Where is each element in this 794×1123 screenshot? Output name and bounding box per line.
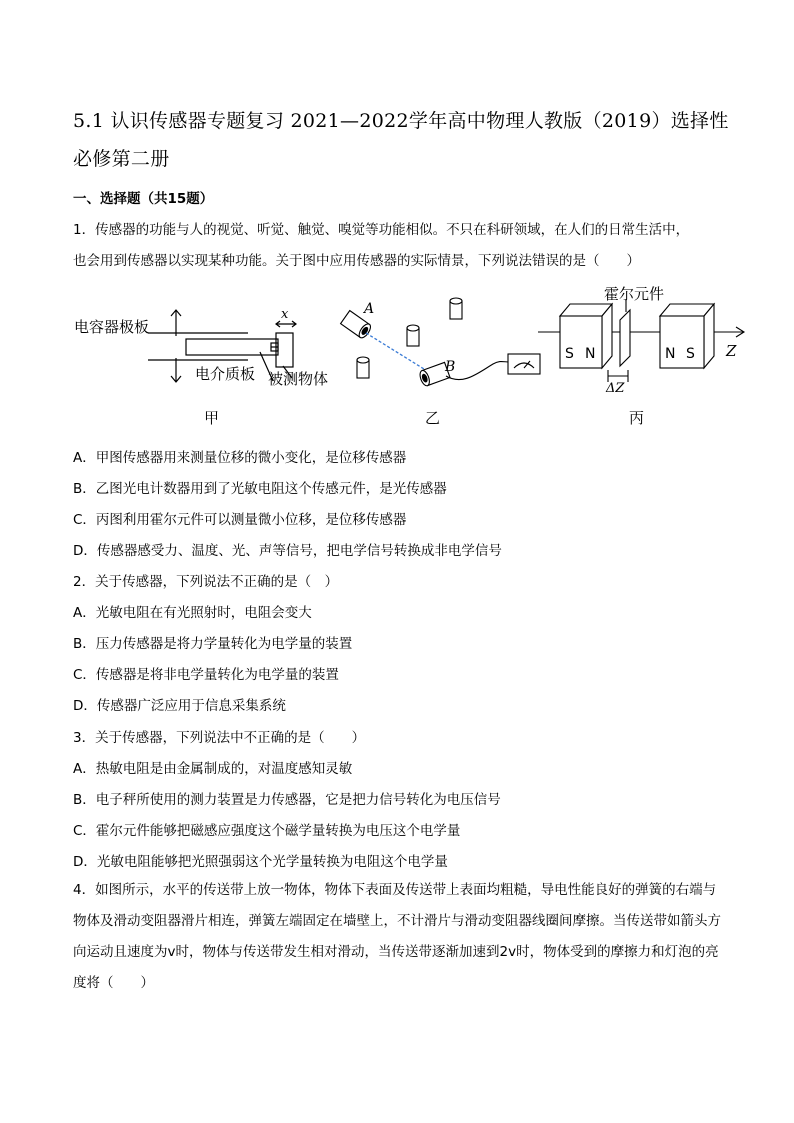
q3-option-d: D．光敏电阻能够把光照强弱这个光学量转换为电阻这个电学量 [73,854,448,870]
q2-option-a: A．光敏电阻在有光照射时，电阻会变大 [73,605,312,621]
label-s1: S [565,346,574,362]
q2-option-d: D．传感器广泛应用于信息采集系统 [73,698,286,714]
q2-stem: 2．关于传感器，下列说法不正确的是（ ） [73,574,339,590]
cylinder-3 [357,357,369,378]
label-capacitor-plate: 电容器极板 [74,318,150,336]
q3-option-a: A．热敏电阻是由金属制成的，对温度感知灵敏 [73,761,353,777]
q3-option-b: B．电子秤所使用的测力装置是力传感器，它是把力信号转化为电压信号 [73,792,501,808]
dielectric-plate [186,339,278,355]
q2-option-c: C．传感器是将非电学量转化为电学量的装置 [73,667,339,683]
q1-option-a: A．甲图传感器用来测量位移的微小变化，是位移传感器 [73,450,407,466]
q1-option-c: C．丙图利用霍尔元件可以测量微小位移，是位移传感器 [73,512,407,528]
q1-option-d: D．传感器感受力、温度、光、声等信号，把电学信号转换成非电学信号 [73,543,502,559]
q4-text: 4．如图所示，水平的传送带上放一物体，物体下表面及传送带上表面均粗糙，导电性能良好的弹簧的右端与物体及滑动变阻器滑片相连，弹簧左端固定在墙壁上，不计滑片与滑动变阻器线圈间摩擦。当传送带如箭头方向运动且速度为v时，物体与传送带发生相对滑动，当传送带逐渐加速到2v时，物体受到的摩擦力和灯泡的亮度将（ ） [73,882,721,991]
q3-option-c: C．霍尔元件能够把磁感应强度这个磁学量转换为电压这个电学量 [73,823,461,839]
q1-stem-line1: 1．传感器的功能与人的视觉、听觉、触觉、嗅觉等功能相似。不只在科研领域，在人们的日常生活中， [73,222,690,238]
q3-stem: 3．关于传感器，下列说法中不正确的是（ ） [73,730,366,746]
hall-element [620,310,630,366]
q1-figure [68,278,748,430]
label-a: A [364,301,375,317]
caption-yi: 乙 [425,409,441,427]
label-measured-object: 被测物体 [268,370,329,388]
label-delta-z: ΔZ [606,381,625,396]
label-x: x [281,307,289,322]
q1-stem-line2: 也会用到传感器以实现某种功能。关于图中应用传感器的实际情景，下列说法错误的是（ ） [73,253,640,269]
counter-meter [508,354,540,374]
signal-wire [446,362,508,380]
caption-bing: 丙 [629,409,645,427]
label-n2: N [665,346,676,362]
section-heading: 一、选择题（共15题） [73,191,214,207]
label-z: Z [726,342,737,360]
page-title: 5.1 认识传感器专题复习 2021—2022学年高中物理人教版（2019）选择性必修第二册 [73,110,729,170]
q1-option-b: B．乙图光电计数器用到了光敏电阻这个传感元件，是光传感器 [73,481,447,497]
label-b: B [445,359,456,375]
label-n1: N [585,346,596,362]
label-hall-element: 霍尔元件 [604,285,665,303]
cylinder-2 [407,325,419,346]
caption-jia: 甲 [204,409,220,427]
label-dielectric: 电介质板 [195,365,256,383]
label-s2: S [686,346,695,362]
figure-bing [538,300,744,382]
cylinder-1 [450,298,462,319]
q2-option-b: B．压力传感器是将力学量转化为电学量的装置 [73,636,353,652]
